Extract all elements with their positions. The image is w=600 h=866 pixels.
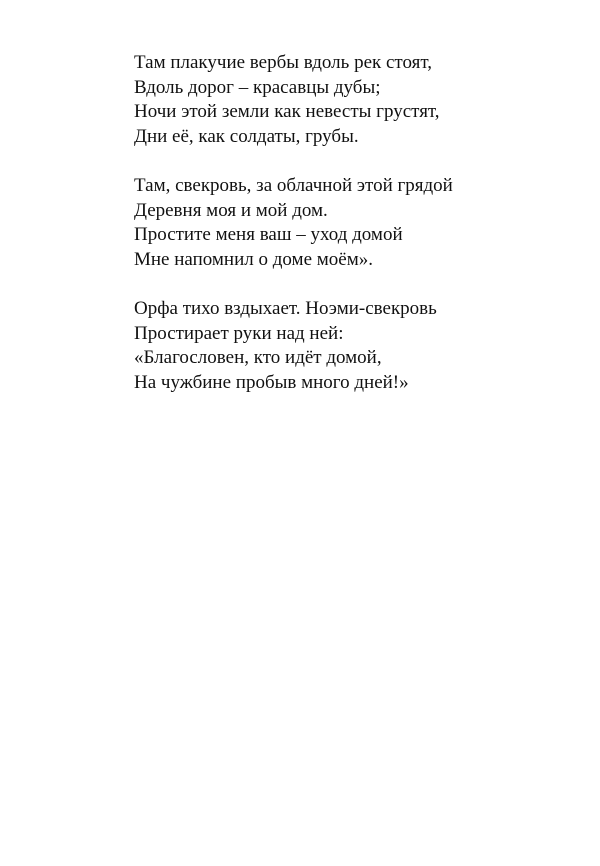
stanza-1 [134, 51, 554, 149]
poem-line: Простите меня ваш – уход домой [134, 224, 403, 246]
poem-line: Ночи этой земли как невесты грустят, [134, 101, 440, 123]
stanza-2 [134, 174, 554, 272]
stanza-3 [134, 297, 554, 395]
poem-line: Орфа тихо вздыхает. Ноэми-свекровь [134, 297, 437, 319]
poem-line: Мне напомнил о доме моём». [134, 248, 373, 270]
poem-line: Деревня моя и мой дом. [134, 199, 328, 221]
poem-line: Там плакучие вербы вдоль рек стоят, [134, 52, 432, 73]
poem-line: Дни её, как солдаты, грубы. [134, 125, 359, 147]
poem-line: На чужбине пробыв много дней!» [134, 371, 409, 393]
poem-line: «Благословен, кто идёт домой, [134, 347, 382, 369]
poem-line: Там, свекровь, за облачной этой грядой [134, 174, 453, 196]
poem-line: Вдоль дорог – красавцы дубы; [134, 76, 381, 98]
poem [134, 51, 554, 395]
poem-line: Простирает руки над ней: [134, 322, 344, 344]
